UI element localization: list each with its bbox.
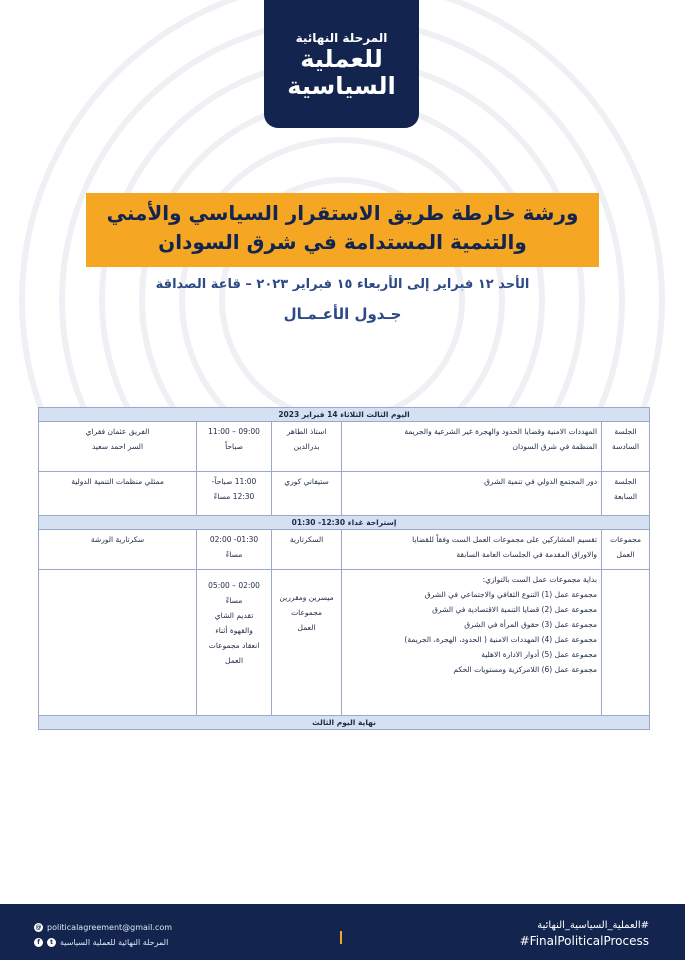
session-label: مجموعات (610, 535, 641, 544)
topic-line: والاوراق المقدمة في الجلسات العامة السابقة (456, 550, 598, 559)
speaker-line: العمل (297, 623, 316, 632)
footer-divider (340, 931, 342, 944)
groups-intro: بداية مجموعات عمل الست بالتوازي: (482, 575, 598, 584)
email-icon: @ (35, 924, 42, 931)
topic-line: تقسيم المشاركين على مجموعات العمل الست وفقاً للقضايا (412, 535, 598, 544)
topic-cell: دور المجتمع الدولي في تنمية الشرق (342, 472, 602, 516)
group-item: مجموعة عمل (2) قضايا التنمية الاقتصادية في الشرق (432, 605, 598, 614)
session-cell (602, 422, 650, 472)
session-cell (602, 570, 650, 716)
chair-cell: ممثلي منظمات التنمية الدولية (39, 472, 197, 516)
day-header-row (39, 408, 650, 422)
time-line: والقهوة أثناء (215, 626, 253, 635)
time-cell (197, 570, 272, 716)
table-row (39, 422, 650, 472)
chair-cell: سكرتارية الورشة (39, 530, 197, 570)
social-handle: المرحلة النهائية للعملية السياسية (60, 938, 169, 947)
day-header: اليوم الثالث الثلاثاء 14 فبراير 2023 (39, 408, 650, 422)
title-line-2: والتنمية المستدامة في شرق السودان (158, 230, 527, 254)
hashtag-arabic: #العملية_السياسية_النهائية (537, 920, 649, 931)
table-row (39, 472, 650, 516)
time-line: 12:30 مساءً (213, 492, 255, 501)
session-number: العمل (616, 550, 635, 559)
session-cell (602, 472, 650, 516)
speaker-cell: ستيفاني كوري (272, 472, 342, 516)
speaker-line: مجموعات (291, 608, 322, 617)
topic-cell (342, 530, 602, 570)
chair-line: السر احمد سعيد (91, 442, 144, 451)
speaker-line: بدرالدين (293, 442, 320, 451)
topic-cell (342, 422, 602, 472)
table-row (39, 570, 650, 716)
workshop-title (86, 193, 599, 267)
session-number: السابعة (614, 492, 638, 501)
agenda-title: جـدول الأعـمـال (283, 305, 402, 323)
lunch-break: إستراحة غداء 12:30- 01:30 (39, 516, 650, 530)
session-number: السادسة (612, 442, 640, 451)
time-line: انعقاد مجموعات (208, 641, 260, 650)
time-line: مساءً (225, 596, 243, 605)
group-item: مجموعة عمل (5) أدوار الادارة الاهلية (481, 650, 598, 659)
group-item: مجموعة عمل (4) المهددات الامنية ( الحدود، الهجرة، الجريمة) (404, 635, 598, 644)
time-cell (197, 422, 272, 472)
speaker-cell: السكرتارية (272, 530, 342, 570)
logo-line-2: للعملية (300, 45, 383, 73)
time-line: تقديم الشاي (214, 611, 254, 620)
agenda-table (38, 407, 650, 730)
logo (264, 0, 419, 128)
time-line: 09:00 – 11:00 (208, 427, 260, 436)
day-end-row (39, 716, 650, 730)
speaker-line: استاذ الطاهر (286, 427, 327, 436)
time-line: العمل (225, 656, 244, 665)
speaker-line: ميسرين ومقررين (279, 593, 334, 602)
day-end: نهاية اليوم الثالث (39, 716, 650, 730)
contact-info (34, 920, 172, 950)
break-row (39, 516, 650, 530)
chair-line: الفريق عثمان فقراي (85, 427, 150, 436)
group-item: مجموعة عمل (1) التنوع الثقافي والاجتماعي في الشرق (424, 590, 598, 599)
footer (0, 904, 685, 960)
facebook-icon[interactable]: f (34, 938, 43, 947)
logo-line-3: السياسية (287, 72, 396, 100)
session-label: الجلسة (614, 427, 637, 436)
time-line: 02:00 – 05:00 (208, 581, 260, 590)
email-address[interactable]: politicalagreement@gmail.com (47, 923, 173, 932)
table-row (39, 530, 650, 570)
chair-cell (39, 422, 197, 472)
speaker-cell (272, 570, 342, 716)
title-line-1: ورشة خارطة طريق الاستقرار السياسي والأمني (106, 201, 579, 225)
session-label: الجلسة (614, 477, 637, 486)
email-row (34, 920, 172, 935)
hashtag-english: #FinalPoliticalProcess (519, 934, 649, 948)
topic-line: المهددات الامنية وقضايا الحدود والهجرة غير الشرعية والجريمة (404, 427, 598, 436)
group-item: مجموعة عمل (3) حقوق المرأة في الشرق (464, 620, 598, 629)
hashtags (520, 918, 649, 950)
time-line: 01:30- 02:00 (209, 535, 259, 544)
time-line: صباحاً (225, 442, 243, 451)
time-cell (197, 530, 272, 570)
topic-cell (342, 570, 602, 716)
time-line: 11:00 صباحاً- (211, 477, 257, 486)
workshop-dates: الأحد ١٢ فبراير إلى الأربعاء ١٥ فبراير ٢٠٢٣ – قاعة الصداقة (155, 277, 530, 292)
time-cell (197, 472, 272, 516)
speaker-cell (272, 422, 342, 472)
time-line: مساءً (225, 550, 243, 559)
twitter-icon[interactable]: t (47, 938, 56, 947)
group-item: مجموعة عمل (6) اللامركزية ومستويات الحكم (453, 665, 598, 674)
logo-line-1: المرحلة النهائية (295, 31, 388, 45)
session-cell (602, 530, 650, 570)
chair-cell (39, 570, 197, 716)
topic-line: المنظمة في شرق السودان (512, 442, 598, 451)
social-row (34, 935, 172, 950)
